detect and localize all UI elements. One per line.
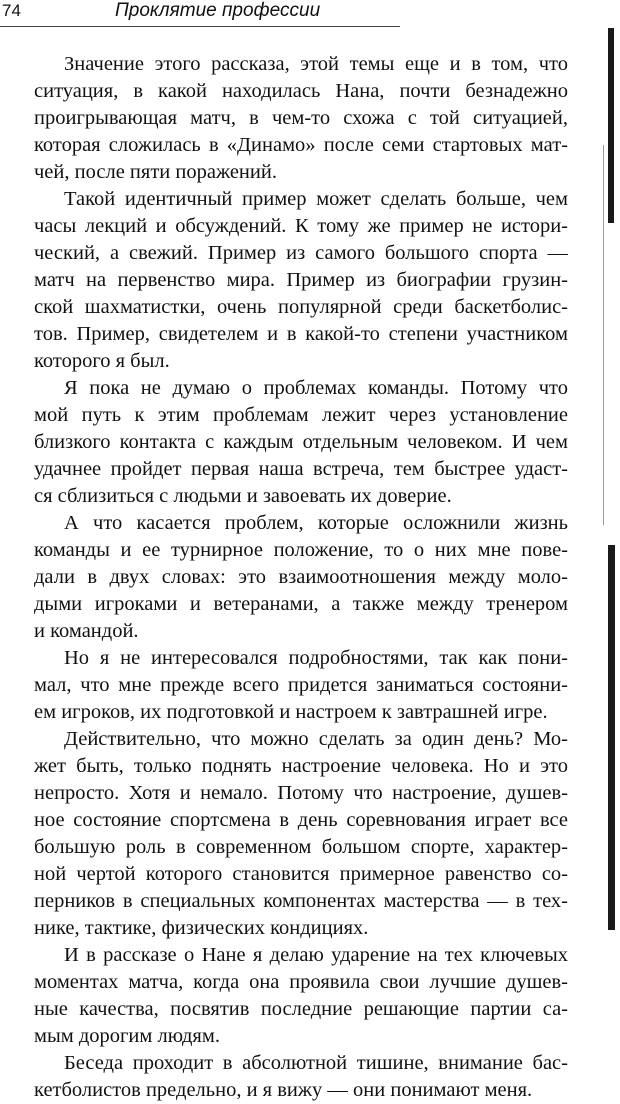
paragraph [34, 51, 568, 186]
text-line: А что касается проблем, которые осложнили жизнь [64, 512, 568, 534]
text-line: ное состояние спортсмена в день соревнования играет все [34, 809, 568, 831]
text-line: Но я не интересовался подробностями, так как пони- [64, 647, 568, 669]
text-line: дали в двух словах: это взаимоотношения между моло- [34, 566, 568, 588]
text-line: мал, что мне прежде всего придется заниматься состояни- [34, 674, 568, 696]
paragraph [34, 645, 568, 726]
page-number: 74 [2, 1, 21, 20]
paragraph [34, 942, 568, 1050]
text-line: которого я был. [34, 350, 170, 372]
text-line: проигрывающая матч, в чем-то схожа с той ситуацией, [34, 107, 568, 129]
running-title: Проклятие профессии [115, 0, 321, 21]
text-line: ной чертой которого становится примерное равенство со- [34, 863, 568, 885]
paragraph [34, 186, 568, 375]
paragraph [34, 1050, 568, 1104]
text-line: Беседа проходит в абсолютной тишине, внимание бас- [64, 1052, 568, 1074]
text-line: ем игроков, их подготовкой и настроем к завтрашней игре. [34, 701, 548, 723]
text-line: перников в специальных компонентах мастерства — в тех- [34, 890, 568, 912]
text-line: удачнее пройдет первая наша встреча, тем быстрее удаст- [34, 458, 568, 480]
paragraph [34, 510, 568, 645]
paragraph [34, 375, 568, 510]
page-header [0, 0, 400, 27]
text-line: тов. Пример, свидетелем и в какой-то степени участником [34, 323, 568, 345]
text-line: чей, после пяти поражений. [34, 161, 277, 183]
page-edge-bar-top [608, 28, 614, 223]
text-line: ные качества, посвятив последние решающие партии са- [34, 998, 568, 1020]
text-line: нике, тактике, физических кондициях. [34, 917, 369, 939]
text-line: дыми игроками и ветеранами, а также между тренером [34, 593, 568, 615]
text-line: Я пока не думаю о проблемах команды. Потому что [64, 377, 568, 399]
text-line: матч на первенство мира. Пример из биографии грузин- [34, 269, 568, 291]
text-line: ситуация, в какой находилась Нана, почти безнадежно [34, 80, 568, 102]
text-line: Такой идентичный пример может сделать больше, чем [64, 188, 568, 210]
text-line: ся сблизиться с людьми и завоевать их доверие. [34, 485, 452, 507]
text-line: мой путь к этим проблемам лежит через установление [34, 404, 568, 426]
page-edge-bar-bottom [608, 545, 615, 930]
text-line: ской шахматистки, очень популярной среди баскетболис- [34, 296, 568, 318]
text-line: Значение этого рассказа, этой темы еще и в том, что [64, 53, 568, 75]
page-edge-line [603, 145, 604, 525]
text-line: кетболистов предельно, и я вижу — они понимают меня. [34, 1079, 533, 1101]
text-line: моментах матча, когда она проявила свои лучшие душев- [34, 971, 568, 993]
text-line: жет быть, только поднять настроение человека. Но и это [34, 755, 568, 777]
text-line: большую роль в современном большом спорте, характер- [34, 836, 568, 858]
paragraph [34, 726, 568, 942]
text-line: мым дорогим людям. [34, 1025, 220, 1047]
text-line: И в рассказе о Нане я делаю ударение на тех ключевых [64, 944, 568, 966]
text-line: непросто. Хотя и немало. Потому что настроение, душев- [34, 782, 568, 804]
text-line: ческий, а свежий. Пример из самого большого спорта — [34, 242, 568, 264]
text-line: Действительно, что можно сделать за один день? Мо- [64, 728, 568, 750]
text-line: часы лекций и обсуждений. К тому же пример не истори- [34, 215, 568, 237]
text-line: которая сложилась в «Динамо» после семи стартовых мат- [34, 134, 568, 156]
text-line: близкого контакта с каждым отдельным человеком. И чем [34, 431, 568, 453]
text-line: команды и ее турнирное положение, то о них мне пове- [34, 539, 568, 561]
text-line: и командой. [34, 620, 139, 642]
body-text [34, 51, 568, 1104]
